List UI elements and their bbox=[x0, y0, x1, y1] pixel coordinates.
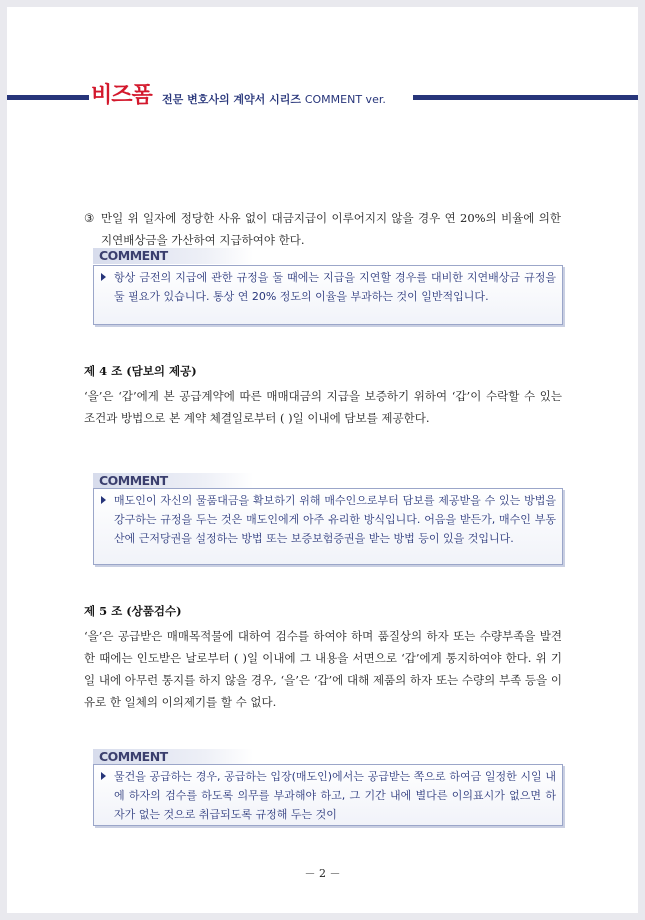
comment-text: 매도인이 자신의 물품대금을 확보하기 위해 매수인으로부터 담보를 제공받을 수 있는 방법을 강구하는 규정을 두는 것은 매도인에게 아주 유리한 방식입니다. 어음을 받든가, 매수인 부동산에 근저당권을 설정하는 방법 또는 보증보험증권을 받는 방법 등이 있을 것입니다. bbox=[114, 494, 556, 545]
article-5-heading: 제 5 조 (상품검수) bbox=[84, 604, 182, 618]
header-subtitle-en: COMMENT ver. bbox=[304, 93, 386, 106]
article-4-heading: 제 4 조 (담보의 제공) bbox=[84, 364, 197, 378]
clause-number: ③ bbox=[84, 211, 95, 225]
article-4-text: ‘을’은 ‘갑’에게 본 공급계약에 따른 매매대금의 지급을 보증하기 위하여 ‘갑’이 수락할 수 있는 조건과 방법으로 본 계약 체결일로부터 ( )일 이내에 담보를 제공한다. bbox=[84, 389, 562, 425]
page-number: － 2 － bbox=[304, 867, 341, 880]
header-subtitle bbox=[162, 93, 386, 107]
comment-box bbox=[93, 265, 563, 325]
comment-label: COMMENT bbox=[93, 749, 253, 765]
header-rule-right bbox=[413, 95, 638, 100]
document-page bbox=[7, 7, 638, 913]
comment-box bbox=[93, 488, 563, 565]
brand-logo: 비즈폼 bbox=[91, 83, 152, 108]
comment-label: COMMENT bbox=[93, 248, 253, 264]
bullet-arrow-icon bbox=[101, 772, 106, 780]
comment-text: 물건을 공급하는 경우, 공급하는 입장(매도인)에서는 공급받는 쪽으로 하여금 일정한 시일 내에 하자의 검수를 하도록 의무를 부과해야 하고, 그 기간 내에 별다른 이의표시가 없으면 하자가 없는 것으로 취급되도록 규정해 두는 것이 bbox=[114, 770, 556, 821]
header-subtitle-ko: 전문 변호사의 계약서 시리즈 bbox=[162, 93, 301, 106]
comment-text: 항상 금전의 지급에 관한 규정을 둘 때에는 지급을 지연할 경우를 대비한 지연배상금 규정을 둘 필요가 있습니다. 통상 연 20% 정도의 이율을 부과하는 것이 일반적입니다. bbox=[114, 271, 556, 303]
bullet-arrow-icon bbox=[101, 496, 106, 504]
comment-label: COMMENT bbox=[93, 473, 253, 489]
header-rule-left bbox=[7, 95, 89, 100]
comment-box bbox=[93, 764, 563, 826]
bullet-arrow-icon bbox=[101, 273, 106, 281]
article-5-text: ‘을’은 공급받은 매매목적물에 대하여 검수를 하여야 하며 품질상의 하자 또는 수량부족을 발견한 때에는 인도받은 날로부터 ( )일 이내에 그 내용을 서면으로 ‘갑’에게 통지하여야 한다. 위 기일 내에 아무런 통지를 하지 않을 경우, ‘을’은 ‘갑’에 대해 제품의 하자 또는 수량의 부족 등을 이유로 한 일체의 이의제기를 할 수 없다. bbox=[84, 629, 562, 709]
clause-text: 만일 위 일자에 정당한 사유 없이 대금지급이 이루어지지 않을 경우 연 20%의 비율에 의한 지연배상금을 가산하여 지급하여야 한다. bbox=[101, 211, 561, 247]
